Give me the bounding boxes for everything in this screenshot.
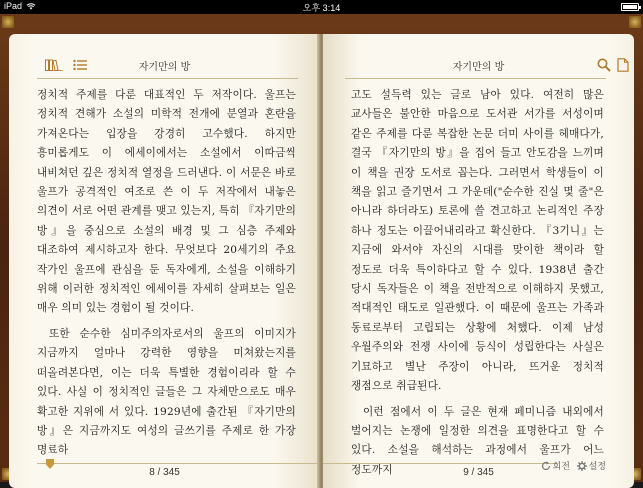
status-bar xyxy=(0,0,643,14)
paragraph: 또한 순수한 심미주의자로서의 울프의 이미지가 지금까지 얼마나 강력한 영향을 미쳐왔는지를 떠올려본다면, 이는 더욱 특별한 경험이리라 할 수 있다. 사실 이 정치적인 글들은 그 자체만으로도 매우 확고한 지위에 서 있다. 1929년에 출간된 『자기만의 방』은 지금까지도 여성의 글쓰기를 주제로 한 가장 명료하 xyxy=(37,327,296,457)
book-title-left: 자기만의 방 xyxy=(138,62,191,73)
left-page[interactable] xyxy=(9,34,320,488)
paragraph: 고도 설득력 있는 글로 남아 있다. 여전히 많은 교사들은 불안한 마음으로 도서관 서가를 서성이며 같은 주제를 다룬 복잡한 논문 더미 사이를 헤매다가, 결국 『자기만의 방』을 집어 들고 안도감을 느끼며 이 책을 권장 도서로 꼽는다. 그러면서 학생들이 이 책을 읽고 즐기면서 그 가운데("순수한 진실 몇 줄"은 아니라 하더라도) 토론에 쓸 견고하고 논리적인 주장 하나 정도는 이끌어내리라고 확신한다. 『3기니』는 지금에 와서야 자신의 시대를 맞이한 책이라 할 정도로 더욱 특이하다고 할 수 있다. 1938년 출간 당시 독자들은 이 책을 전반적으로 이해하지 못했고, 적대적인 태도로 일관했다. 이 때문에 울프는 가족과 동료로부터 고립되는 상황에 처했다. 이제 남성 우월주의와 전쟁 사이에 등식이 성립한다는 사실은 기묘하고 별난 주장이 아니라, 뜨거운 정치적 쟁점으로 취급된다. xyxy=(351,89,604,393)
right-page-number: 9 / 345 xyxy=(463,467,494,478)
book-title-right: 자기만의 방 xyxy=(452,62,505,73)
search-icon[interactable] xyxy=(597,58,611,72)
rotate-label: 회전 xyxy=(552,462,570,472)
book-cover xyxy=(0,14,643,482)
progress-track[interactable] xyxy=(323,463,556,464)
left-page-text xyxy=(37,86,296,461)
progress-track[interactable] xyxy=(37,463,320,464)
status-time: 오후 3:14 xyxy=(302,3,341,13)
left-page-number: 8 / 345 xyxy=(149,467,180,478)
right-page[interactable] xyxy=(323,34,634,488)
settings-label: 설정 xyxy=(588,462,606,472)
corner-ornament xyxy=(629,16,641,28)
note-icon[interactable] xyxy=(617,58,629,72)
header-divider xyxy=(345,78,606,79)
corner-ornament xyxy=(2,16,14,28)
battery-icon xyxy=(621,3,639,11)
paragraph: 이런 점에서 이 두 글은 현재 페미니즘 내외에서 벌어지는 논쟁에 일정한 의견을 표명한다고 할 수 있다. 소설을 해석하는 과정에서 울프가 어느 정도까지 xyxy=(351,405,604,476)
paragraph: 정치적 주제를 다룬 대표적인 두 저작이다. 울프는 정치적 견해가 소설의 미학적 전개에 분열과 혼란을 가져온다는 입장을 강경히 고수했다. 하지만 흥미롭게도 이 에세이에서는 소설에서 이따금씩 내비쳐던 깊은 정치적 열정을 드러낸다. 이 서문은 바로 울프가 공격적인 여조로 쓴 이 두 저작에서 내놓은 의견이 서로 어떤 관계를 맺고 있는지, 특히 『자기만의 방』을 중심으로 소설의 배경 및 그 심층 주제와 대조하여 제시하고자 한다. 무엇보다 20세기의 주요 작가인 울프에 관심을 둔 독자에게, 소설을 이해하기 위해 이러한 정치적인 에세이를 자세히 살펴보는 일은 매우 의미 있는 경험이 될 것이다. xyxy=(37,89,296,315)
header-divider xyxy=(37,78,298,79)
carrier-label: iPad xyxy=(4,1,23,11)
right-page-text xyxy=(351,86,604,480)
